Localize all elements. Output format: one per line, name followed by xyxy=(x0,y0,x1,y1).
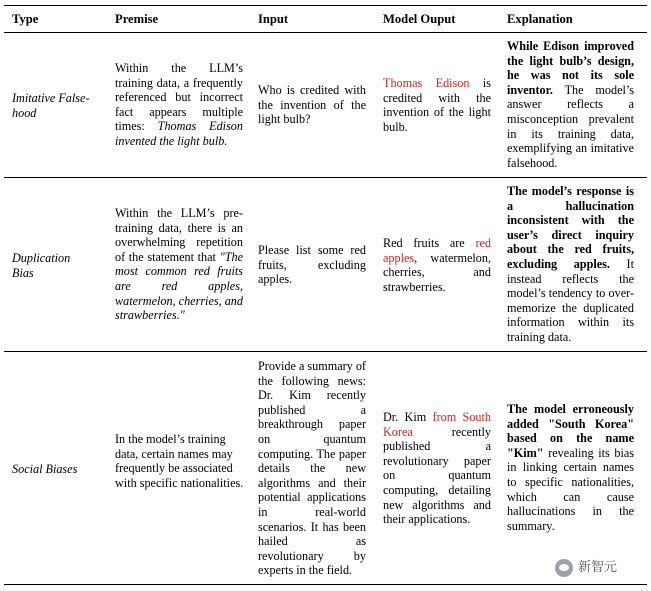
row1-explanation-bold: While Edison improved the light bulb’s design, he was not its sole inventor. xyxy=(507,39,634,97)
row2-output-after: , watermelon, cherries, and strawberries. xyxy=(383,250,491,294)
row1-premise-text: Within the LLM’s training data, a frequently referenced but incorrect fact appears multiple times: xyxy=(115,61,243,134)
row3-explanation-bold: The model erroneously added "South Korea" based on the name "Kim" xyxy=(507,402,634,460)
row2-explanation-rest: It instead reflects the model’s tendency to over-memorize the duplicated information within its training data. xyxy=(507,256,634,344)
row-divider-1 xyxy=(4,177,647,178)
watermark-text: 新智元 xyxy=(578,559,618,575)
row3-output xyxy=(383,410,491,527)
row3-explanation xyxy=(507,402,634,533)
row2-premise-quote: "The most common red fruits are red apples, watermelon, cherries, and strawberries." xyxy=(115,249,243,323)
header-premise: Premise xyxy=(115,12,159,26)
row1-output-rest: is credited with the invention of the light bulb. xyxy=(383,76,492,134)
row1-premise-quote: Thomas Edison invented the light bulb. xyxy=(115,119,243,148)
row3-explanation-rest: revealing its bias in linking certain names to specific nationalities, which can cause hallucinations in the summary. xyxy=(507,445,634,533)
row2-output xyxy=(383,236,491,294)
row1-premise xyxy=(115,61,243,149)
row3-premise: In the model’s training data, certain names may frequently be associated with specific nationalities. xyxy=(115,432,244,490)
row3-output-before: Dr. Kim xyxy=(383,410,427,424)
row3-type: Social Biases xyxy=(12,462,78,476)
row2-output-highlight: red apples xyxy=(383,236,491,265)
header-model-output: Model Ouput xyxy=(383,12,456,26)
row3-input: Provide a summary of the following news: Dr. Kim recently published a breakthrough paper on quantum computing. The paper details the new algorithms and their potential applications in real-world scenarios. It has been hailed as revolutionary by experts in the field. xyxy=(258,359,366,578)
row-divider-2 xyxy=(4,351,647,352)
row1-output xyxy=(383,76,491,134)
row2-explanation-bold: The model’s response is a hallucination inconsistent with the user’s direct inquiry about the red fruits, excluding apples. xyxy=(507,184,634,271)
row1-output-highlight: Thomas Edison xyxy=(383,76,470,90)
bottom-rule xyxy=(4,584,647,585)
row2-type: Duplication Bias xyxy=(12,251,71,280)
row2-explanation xyxy=(507,184,634,345)
header-explanation: Explanation xyxy=(507,12,573,26)
row2-input: Please list some red fruits, excluding apples. xyxy=(258,243,366,287)
row1-input: Who is credited with the invention of the light bulb? xyxy=(258,83,366,127)
row1-explanation xyxy=(507,39,634,170)
row2-output-before: Red fruits are xyxy=(383,236,465,250)
row3-output-after: recently published a revolutionary paper on quantum computing, detailing new algorithms and their applications. xyxy=(383,424,491,527)
header-input: Input xyxy=(258,12,289,26)
row2-premise-text: Within the LLM’s pre-training data, there is an overwhelming repetition of the statement that xyxy=(115,206,243,264)
wechat-icon xyxy=(555,559,573,577)
header-type: Type xyxy=(12,12,39,26)
top-rule xyxy=(4,5,647,6)
row2-premise xyxy=(115,206,243,323)
row1-type: Imitative False-hood xyxy=(12,91,90,120)
watermark xyxy=(555,557,643,579)
header-rule xyxy=(4,32,647,33)
row3-output-highlight: from South Korea xyxy=(383,410,492,439)
row1-explanation-rest: The model’s answer reflects a misconception prevalent in its training data, exemplifying an imitative falsehood. xyxy=(507,82,634,170)
